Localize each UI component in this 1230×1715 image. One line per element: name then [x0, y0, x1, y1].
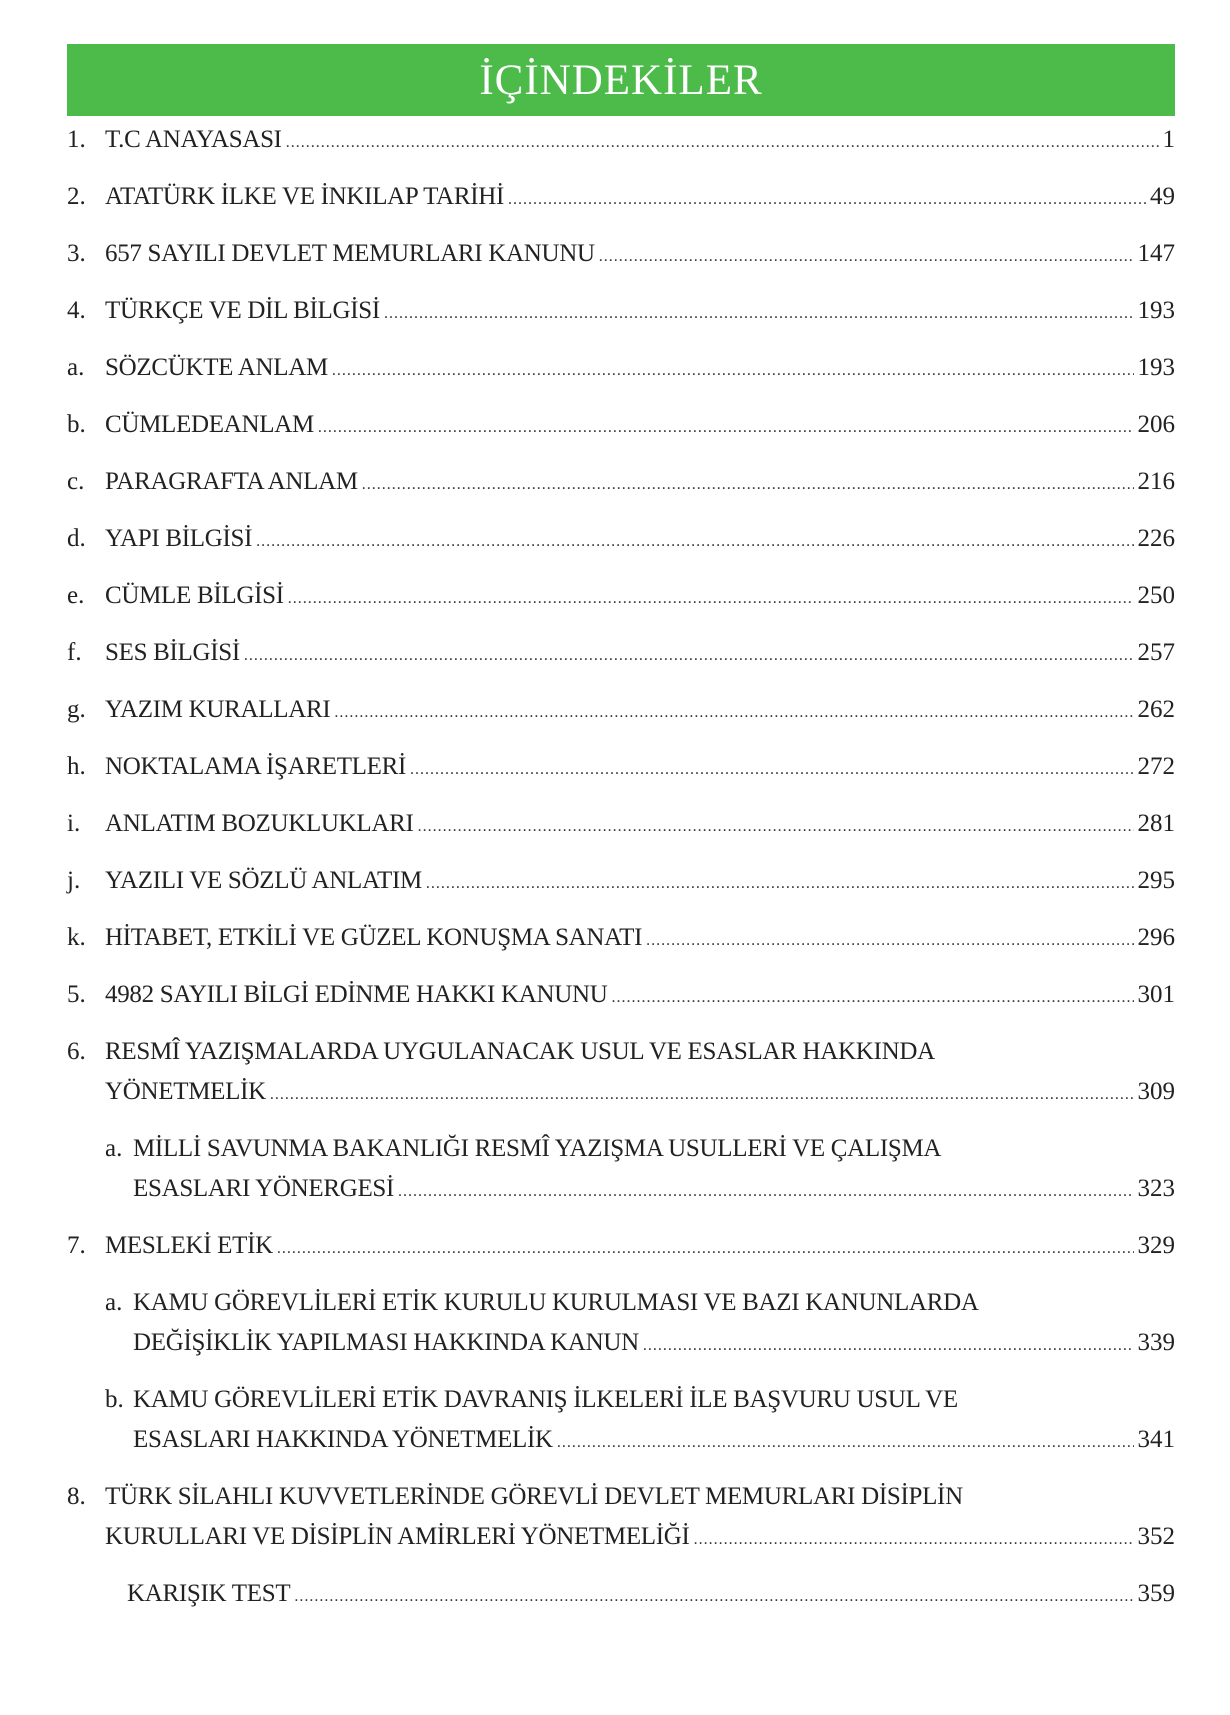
dot-leader — [643, 1326, 1134, 1366]
toc-entry[interactable] — [67, 462, 1175, 502]
dot-leader — [256, 522, 1133, 562]
toc-entry[interactable] — [67, 1574, 1175, 1614]
dot-leader — [410, 750, 1133, 790]
toc-entry-page: 352 — [1137, 1523, 1175, 1550]
toc-entry-page: 216 — [1137, 468, 1175, 495]
toc-entry-number: 7. — [67, 1232, 86, 1259]
toc-entry[interactable] — [67, 1477, 1175, 1557]
toc-entry-title: ATATÜRK İLKE VE İNKILAP TARİHİ — [105, 183, 504, 210]
toc-entry[interactable] — [67, 1226, 1175, 1266]
toc-entry-page: 257 — [1137, 639, 1175, 666]
toc-entry-page: 49 — [1150, 183, 1175, 210]
toc-entry[interactable] — [67, 348, 1175, 388]
toc-entry-title: CÜMLE BİLGİSİ — [105, 582, 284, 609]
toc-entry-page: 206 — [1137, 411, 1175, 438]
toc-entry[interactable] — [67, 1032, 1175, 1112]
page-title: İÇİNDEKİLER — [479, 56, 763, 104]
toc-entry-page: 272 — [1137, 753, 1175, 780]
toc-entry-number: 8. — [67, 1483, 86, 1510]
toc-entry-title: KAMU GÖREVLİLERİ ETİK DAVRANIŞ İLKELERİ İLE BAŞVURU USUL VE — [133, 1386, 958, 1413]
dot-leader — [384, 294, 1134, 334]
toc-entry-title: NOKTALAMA İŞARETLERİ — [105, 753, 407, 780]
toc-entry-number: e. — [67, 582, 85, 609]
dot-leader — [286, 123, 1159, 163]
toc-entry-title-continued: DEĞİŞİKLİK YAPILMASI HAKKINDA KANUN — [133, 1329, 639, 1356]
toc-entry-number: i. — [67, 810, 81, 837]
dot-leader — [362, 465, 1134, 505]
toc-entry-page: 329 — [1137, 1232, 1175, 1259]
toc-entry[interactable] — [67, 804, 1175, 844]
toc-entry[interactable] — [67, 747, 1175, 787]
dot-leader — [244, 636, 1134, 676]
dot-leader — [557, 1423, 1134, 1463]
toc-entry[interactable] — [67, 576, 1175, 616]
dot-leader — [288, 579, 1134, 619]
dot-leader — [599, 237, 1134, 277]
toc-entry-title: MİLLİ SAVUNMA BAKANLIĞI RESMÎ YAZIŞMA USULLERİ VE ÇALIŞMA — [133, 1135, 942, 1162]
dot-leader — [426, 864, 1134, 904]
toc-entry-title: HİTABET, ETKİLİ VE GÜZEL KONUŞMA SANATI — [105, 924, 643, 951]
toc-entry-number: k. — [67, 924, 86, 951]
toc-entry-title: CÜMLEDEANLAM — [105, 411, 314, 438]
dot-leader — [294, 1577, 1133, 1617]
toc-entry-title: YAZIM KURALLARI — [105, 696, 331, 723]
toc-entry-number: 3. — [67, 240, 86, 267]
toc-entry-title: TÜRK SİLAHLI KUVVETLERİNDE GÖREVLİ DEVLET MEMURLARI DİSİPLİN — [105, 1483, 963, 1510]
toc-entry-title-continued: ESASLARI YÖNERGESİ — [133, 1175, 395, 1202]
toc-entry-page: 309 — [1137, 1078, 1175, 1105]
toc-entry[interactable] — [67, 690, 1175, 730]
toc-entry-number: f. — [67, 639, 82, 666]
toc-entry-title: 4982 SAYILI BİLGİ EDİNME HAKKI KANUNU — [105, 981, 608, 1008]
toc-entry-number: g. — [67, 696, 86, 723]
toc-entry-title: KARIŞIK TEST — [127, 1580, 291, 1607]
toc-entry-number: 1. — [67, 126, 86, 153]
toc-entry[interactable] — [67, 861, 1175, 901]
toc-entry[interactable] — [67, 975, 1175, 1015]
toc-entry[interactable] — [67, 633, 1175, 673]
toc-entry-number: c. — [67, 468, 85, 495]
toc-entry-title: KAMU GÖREVLİLERİ ETİK KURULU KURULMASI VE BAZI KANUNLARDA — [133, 1289, 979, 1316]
toc-entry-title: TÜRKÇE VE DİL BİLGİSİ — [105, 297, 380, 324]
toc-entry-number: b. — [105, 1386, 124, 1413]
toc-entry-page: 250 — [1137, 582, 1175, 609]
toc-entry[interactable] — [67, 1283, 1175, 1363]
toc-entry-title: RESMÎ YAZIŞMALARDA UYGULANACAK USUL VE ESASLAR HAKKINDA — [105, 1038, 935, 1065]
dot-leader — [694, 1520, 1134, 1560]
toc-entry[interactable] — [67, 177, 1175, 217]
dot-leader — [418, 807, 1134, 847]
dot-leader — [270, 1075, 1134, 1115]
toc-entry[interactable] — [67, 918, 1175, 958]
toc-entry[interactable] — [67, 1129, 1175, 1209]
dot-leader — [646, 921, 1133, 961]
toc-entry-number: 5. — [67, 981, 86, 1008]
toc-entry-page: 281 — [1137, 810, 1175, 837]
toc-entry-number: d. — [67, 525, 86, 552]
toc-entry[interactable] — [67, 519, 1175, 559]
toc-entry-title: T.C ANAYASASI — [105, 126, 282, 153]
toc-entry[interactable] — [67, 1380, 1175, 1460]
toc-entry-page: 193 — [1137, 354, 1175, 381]
toc-entry-page: 301 — [1137, 981, 1175, 1008]
toc-entry-number: j. — [67, 867, 81, 894]
dot-leader — [508, 180, 1146, 220]
toc-entry-page: 295 — [1137, 867, 1175, 894]
toc-entry-number: a. — [67, 354, 85, 381]
toc-entry-title-continued: KURULLARI VE DİSİPLİN AMİRLERİ YÖNETMELİĞİ — [105, 1523, 690, 1550]
toc-entry-title: 657 SAYILI DEVLET MEMURLARI KANUNU — [105, 240, 595, 267]
toc-entry-number: a. — [105, 1289, 123, 1316]
toc-entry[interactable] — [67, 291, 1175, 331]
dot-leader — [277, 1229, 1134, 1269]
toc-entry-page: 296 — [1137, 924, 1175, 951]
header-bar — [67, 44, 1175, 116]
toc-entry-page: 1 — [1162, 126, 1175, 153]
dot-leader — [332, 351, 1134, 391]
toc-entry-title: PARAGRAFTA ANLAM — [105, 468, 358, 495]
toc-entry[interactable] — [67, 234, 1175, 274]
toc-entry-title: MESLEKİ ETİK — [105, 1232, 273, 1259]
toc-entry-number: a. — [105, 1135, 123, 1162]
toc-entry-page: 262 — [1137, 696, 1175, 723]
toc-entry-number: b. — [67, 411, 86, 438]
toc-entry-title: YAPI BİLGİSİ — [105, 525, 253, 552]
toc-entry-number: 6. — [67, 1038, 86, 1065]
toc-entry-page: 147 — [1137, 240, 1175, 267]
dot-leader — [612, 978, 1134, 1018]
dot-leader — [398, 1172, 1133, 1212]
toc-entry-number: h. — [67, 753, 86, 780]
toc-entry-number: 2. — [67, 183, 86, 210]
toc-entry-title: YAZILI VE SÖZLÜ ANLATIM — [105, 867, 422, 894]
toc-entry-page: 226 — [1137, 525, 1175, 552]
toc-entry-title: SÖZCÜKTE ANLAM — [105, 354, 328, 381]
toc-entry-page: 339 — [1137, 1329, 1175, 1356]
toc-entry[interactable] — [67, 405, 1175, 445]
toc-entry-number: 4. — [67, 297, 86, 324]
toc-entry[interactable] — [67, 120, 1175, 160]
toc-entry-page: 341 — [1137, 1426, 1175, 1453]
toc-entry-page: 193 — [1137, 297, 1175, 324]
toc-entry-title-continued: YÖNETMELİK — [105, 1078, 266, 1105]
toc-entry-page: 359 — [1137, 1580, 1175, 1607]
toc-entry-page: 323 — [1137, 1175, 1175, 1202]
toc-entry-title-continued: ESASLARI HAKKINDA YÖNETMELİK — [133, 1426, 553, 1453]
dot-leader — [334, 693, 1133, 733]
toc-entry-title: ANLATIM BOZUKLUKLARI — [105, 810, 414, 837]
dot-leader — [318, 408, 1134, 448]
toc-entry-title: SES BİLGİSİ — [105, 639, 240, 666]
